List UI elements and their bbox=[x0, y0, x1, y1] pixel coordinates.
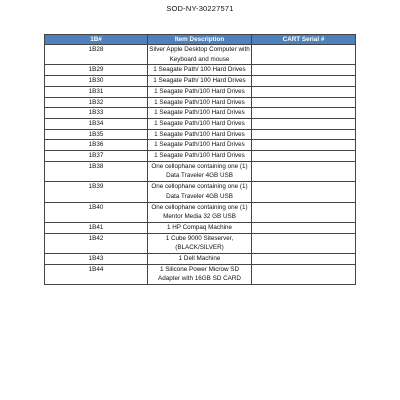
column-header-description: Item Description bbox=[148, 35, 252, 45]
table-row bbox=[45, 264, 356, 284]
cell-serial bbox=[252, 45, 356, 65]
cell-serial bbox=[252, 233, 356, 253]
cell-serial bbox=[252, 108, 356, 119]
evidence-table bbox=[44, 34, 356, 285]
table-row bbox=[45, 129, 356, 140]
table-row bbox=[45, 254, 356, 265]
document-title: SOD-NY-30227571 bbox=[166, 4, 234, 13]
cell-serial bbox=[252, 222, 356, 233]
cell-description: 1 Seagate Path/100 Hard Drives bbox=[148, 140, 252, 151]
cell-description: 1 Cube 9000 Siteserver, (BLACK/SILVER) bbox=[148, 233, 252, 253]
cell-id: 1B43 bbox=[45, 254, 148, 265]
cell-id: 1B40 bbox=[45, 202, 148, 222]
table-row bbox=[45, 97, 356, 108]
cell-id: 1B36 bbox=[45, 140, 148, 151]
table-row bbox=[45, 108, 356, 119]
cell-description: 1 Silicone Power Microw SD Adapter with 16GB SD CARD bbox=[148, 264, 252, 284]
cell-id: 1B33 bbox=[45, 108, 148, 119]
table-row bbox=[45, 182, 356, 202]
cell-id: 1B42 bbox=[45, 233, 148, 253]
cell-description: One cellophane containing one (1) Data Traveler 4GB USB bbox=[148, 182, 252, 202]
cell-serial bbox=[252, 182, 356, 202]
cell-id: 1B39 bbox=[45, 182, 148, 202]
cell-serial bbox=[252, 254, 356, 265]
cell-serial bbox=[252, 76, 356, 87]
cell-description: 1 Seagate Path/100 Hard Drives bbox=[148, 86, 252, 97]
table-row bbox=[45, 222, 356, 233]
table-row bbox=[45, 65, 356, 76]
cell-serial bbox=[252, 202, 356, 222]
cell-description: One cellophane containing one (1) Mentor Media 32 GB USB bbox=[148, 202, 252, 222]
cell-id: 1B41 bbox=[45, 222, 148, 233]
cell-description: 1 Seagate Path/100 Hard Drives bbox=[148, 129, 252, 140]
table-row bbox=[45, 202, 356, 222]
column-header-id: 1B# bbox=[45, 35, 148, 45]
cell-description: Silver Apple Desktop Computer with Keyboard and mouse bbox=[148, 45, 252, 65]
table-row bbox=[45, 45, 356, 65]
cell-description: 1 Seagate Path/100 Hard Drives bbox=[148, 97, 252, 108]
cell-id: 1B35 bbox=[45, 129, 148, 140]
table-row bbox=[45, 233, 356, 253]
cell-serial bbox=[252, 97, 356, 108]
cell-serial bbox=[252, 65, 356, 76]
table-row bbox=[45, 151, 356, 162]
cell-serial bbox=[252, 264, 356, 284]
cell-serial bbox=[252, 140, 356, 151]
cell-serial bbox=[252, 86, 356, 97]
cell-description: 1 Seagate Path/100 Hard Drives bbox=[148, 118, 252, 129]
cell-description: 1 Seagate Path/ 100 Hard Drives bbox=[148, 65, 252, 76]
table-header bbox=[45, 35, 356, 45]
table-row bbox=[45, 118, 356, 129]
cell-description: 1 Dell Machine bbox=[148, 254, 252, 265]
cell-id: 1B44 bbox=[45, 264, 148, 284]
cell-description: 1 HP Compaq Machine bbox=[148, 222, 252, 233]
cell-description: One cellophane containing one (1) Data Traveler 4GB USB bbox=[148, 161, 252, 181]
cell-id: 1B29 bbox=[45, 65, 148, 76]
table-row bbox=[45, 161, 356, 181]
cell-id: 1B38 bbox=[45, 161, 148, 181]
cell-id: 1B32 bbox=[45, 97, 148, 108]
cell-id: 1B28 bbox=[45, 45, 148, 65]
cell-id: 1B31 bbox=[45, 86, 148, 97]
table-row bbox=[45, 76, 356, 87]
column-header-serial: CART Serial # bbox=[252, 35, 356, 45]
cell-id: 1B34 bbox=[45, 118, 148, 129]
header-row bbox=[45, 35, 356, 45]
cell-serial bbox=[252, 129, 356, 140]
cell-description: 1 Seagate Path/ 100 Hard Drives bbox=[148, 76, 252, 87]
cell-serial bbox=[252, 151, 356, 162]
cell-description: 1 Seagate Path/100 Hard Drives bbox=[148, 151, 252, 162]
cell-serial bbox=[252, 161, 356, 181]
cell-description: 1 Seagate Path/100 Hard Drives bbox=[148, 108, 252, 119]
cell-serial bbox=[252, 118, 356, 129]
cell-id: 1B37 bbox=[45, 151, 148, 162]
table-row bbox=[45, 140, 356, 151]
table-body bbox=[45, 45, 356, 285]
table-row bbox=[45, 86, 356, 97]
cell-id: 1B30 bbox=[45, 76, 148, 87]
